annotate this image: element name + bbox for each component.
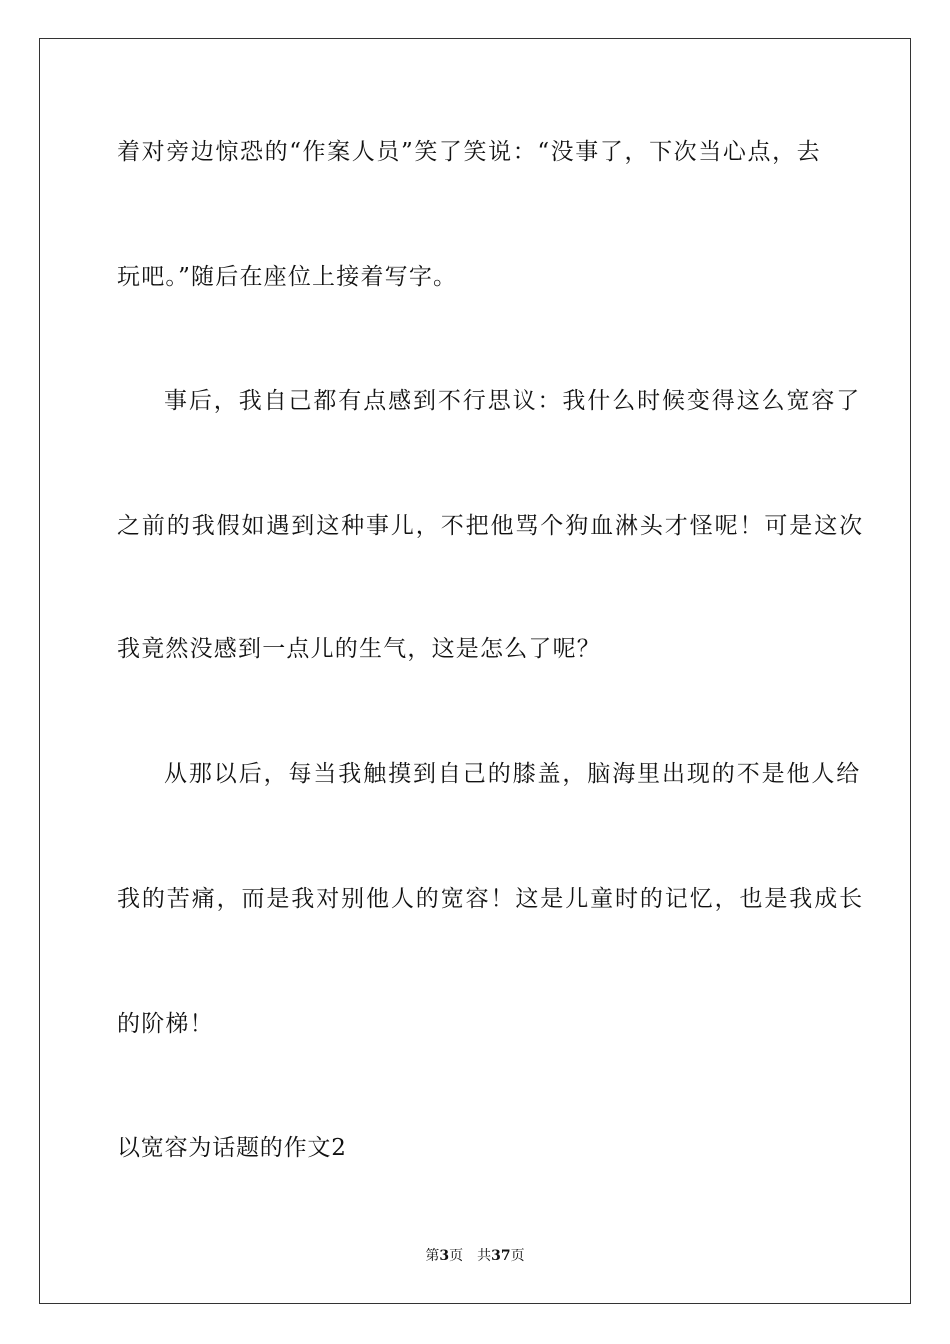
total-suffix: 页: [510, 1248, 525, 1264]
paragraph-line: 事后，我自己都有点感到不行思议：我什么时候变得这么宽容了: [164, 388, 862, 414]
paragraph-line: 从那以后，每当我触摸到自己的膝盖，脑海里出现的不是他人给: [164, 761, 862, 787]
paragraph-line: 我竟然没感到一点儿的生气，这是怎么了呢？: [117, 636, 601, 662]
paragraph-line: 的阶梯！: [117, 1011, 214, 1037]
paragraph-line: 之前的我假如遇到这种事儿，不把他骂个狗血淋头才怪呢！可是这次: [117, 513, 864, 539]
paragraph-line: 我的苦痛，而是我对别他人的宽容！这是儿童时的记忆，也是我成长: [117, 886, 864, 912]
paragraph-line: 玩吧。”随后在座位上接着写字。: [117, 264, 458, 290]
paragraph-line: 着对旁边惊恐的“作案人员”笑了笑说：“没事了，下次当心点，去: [117, 139, 822, 165]
page-prefix: 第: [425, 1248, 440, 1264]
page-border: [39, 38, 911, 1304]
total-prefix: 共: [477, 1248, 492, 1264]
page-number: 3: [439, 1248, 450, 1264]
total-pages: 37: [491, 1248, 511, 1264]
page-suffix: 页: [449, 1248, 464, 1264]
page-footer: [0, 1247, 950, 1265]
section-heading: 以宽容为话题的作文2: [117, 1135, 347, 1161]
